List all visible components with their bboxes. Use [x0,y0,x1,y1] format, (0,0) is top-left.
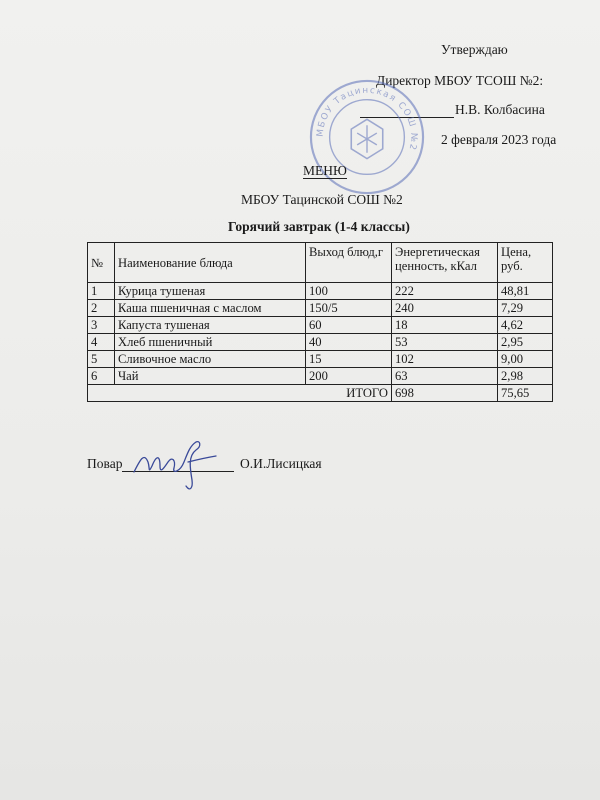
cell-number: 3 [88,317,115,334]
total-row [88,385,553,402]
cell-price: 7,29 [498,300,553,317]
cell-dish-name: Чай [115,368,306,385]
director-position: Директор МБОУ ТСОШ №2: [376,73,544,88]
cell-output: 100 [306,283,392,300]
menu-table [87,242,553,402]
cell-energy: 53 [392,334,498,351]
cell-price: 48,81 [498,283,553,300]
director-name: Н.В. Колбасина [455,102,545,117]
table-row [88,351,553,368]
cell-energy: 18 [392,317,498,334]
cell-dish-name: Курица тушеная [115,283,306,300]
cell-dish-name: Капуста тушеная [115,317,306,334]
col-number-header: № [88,243,115,283]
table-row [88,334,553,351]
cell-energy: 240 [392,300,498,317]
cell-number: 5 [88,351,115,368]
cell-number: 6 [88,368,115,385]
col-energy-header: Энергетическая ценность, кКал [392,243,498,283]
stamp-ring-text: МБОУ Тацинская СОШ №2 [315,85,419,152]
menu-title-underline [303,178,347,179]
cell-dish-name: Каша пшеничная с маслом [115,300,306,317]
cell-price: 2,95 [498,334,553,351]
cook-name: О.И.Лисицкая [240,456,322,471]
school-name: МБОУ Тацинской СОШ №2 [241,192,403,207]
col-output-header: Выход блюд,г [306,243,392,283]
col-price-header: Цена, руб. [498,243,553,283]
cell-number: 4 [88,334,115,351]
cell-price: 4,62 [498,317,553,334]
table-row [88,283,553,300]
cell-energy: 102 [392,351,498,368]
total-label: ИТОГО [88,385,392,402]
cell-output: 150/5 [306,300,392,317]
table-header-row [88,243,553,283]
cell-energy: 63 [392,368,498,385]
cell-energy: 222 [392,283,498,300]
cook-label: Повар [87,456,123,471]
cell-output: 200 [306,368,392,385]
meal-title: Горячий завтрак (1-4 классы) [228,219,410,234]
cell-output: 40 [306,334,392,351]
col-name-header: Наименование блюда [115,243,306,283]
cell-number: 2 [88,300,115,317]
menu-title: МЕНЮ [303,163,347,178]
table-row [88,300,553,317]
approval-date: 2 февраля 2023 года [441,132,557,147]
cell-output: 15 [306,351,392,368]
cell-price: 2,98 [498,368,553,385]
total-energy: 698 [392,385,498,402]
table-row [88,317,553,334]
table-row [88,368,553,385]
approve-label: Утверждаю [441,42,508,57]
cell-price: 9,00 [498,351,553,368]
cell-dish-name: Хлеб пшеничный [115,334,306,351]
cell-dish-name: Сливочное масло [115,351,306,368]
cell-number: 1 [88,283,115,300]
cell-output: 60 [306,317,392,334]
cook-signature [130,432,222,494]
total-price: 75,65 [498,385,553,402]
